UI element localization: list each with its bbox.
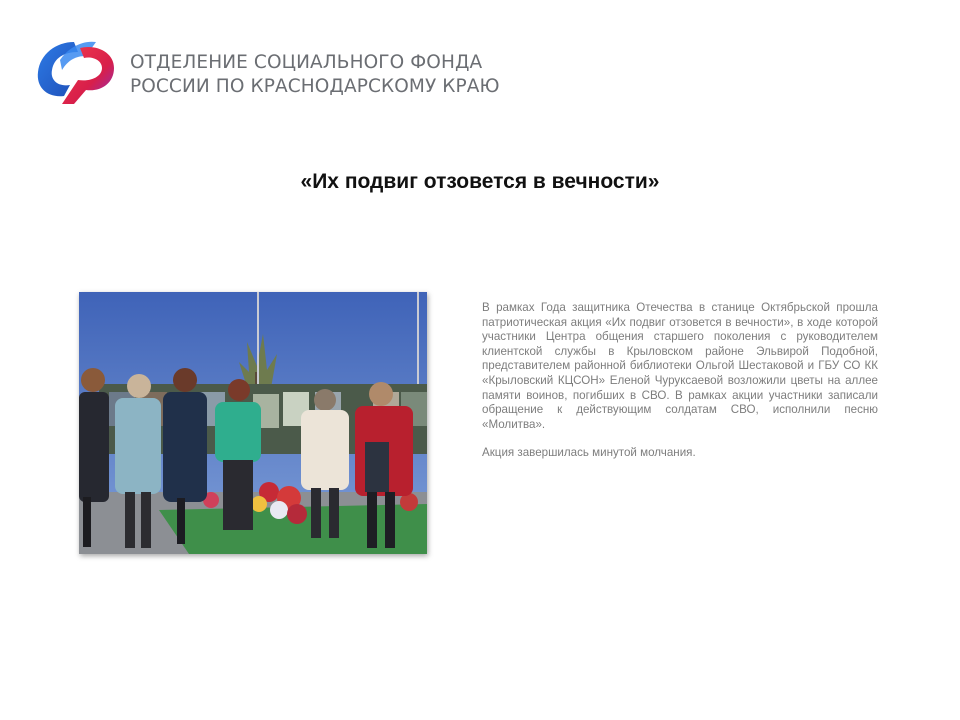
organization-name-line-2: РОССИИ ПО КРАСНОДАРСКОМУ КРАЮ bbox=[130, 76, 500, 97]
article-text bbox=[482, 301, 878, 461]
organization-name bbox=[130, 51, 500, 99]
organization-name-line-1: ОТДЕЛЕНИЕ СОЦИАЛЬНОГО ФОНДА bbox=[130, 52, 483, 73]
article-paragraph-closing: Акция завершилась минутой молчания. bbox=[482, 446, 696, 460]
article-paragraph: В рамках Года защитника Отечества в станице Октябрьской прошла патриотическая акция «Их подвиг отзовется в вечности», в ходе которой участники Центра общения старшего поколения с руководителем клиентской службы в Крыловском районе Эльвирой Подобной, представителем районной библиотеки Ольгой Шестаковой и ГБУ СО КК «Крыловский КЦСОН» Еленой Чуруксаевой возложили цветы на аллее памяти воинов, погибших в СВО. В рамках акции участники записали обращение к действующим солдатам СВО, исполнили песню «Молитва». bbox=[482, 301, 878, 431]
sf-logo-icon bbox=[34, 38, 118, 106]
slide-title: «Их подвиг отзовется в вечности» bbox=[300, 170, 660, 193]
event-photo bbox=[79, 292, 427, 554]
